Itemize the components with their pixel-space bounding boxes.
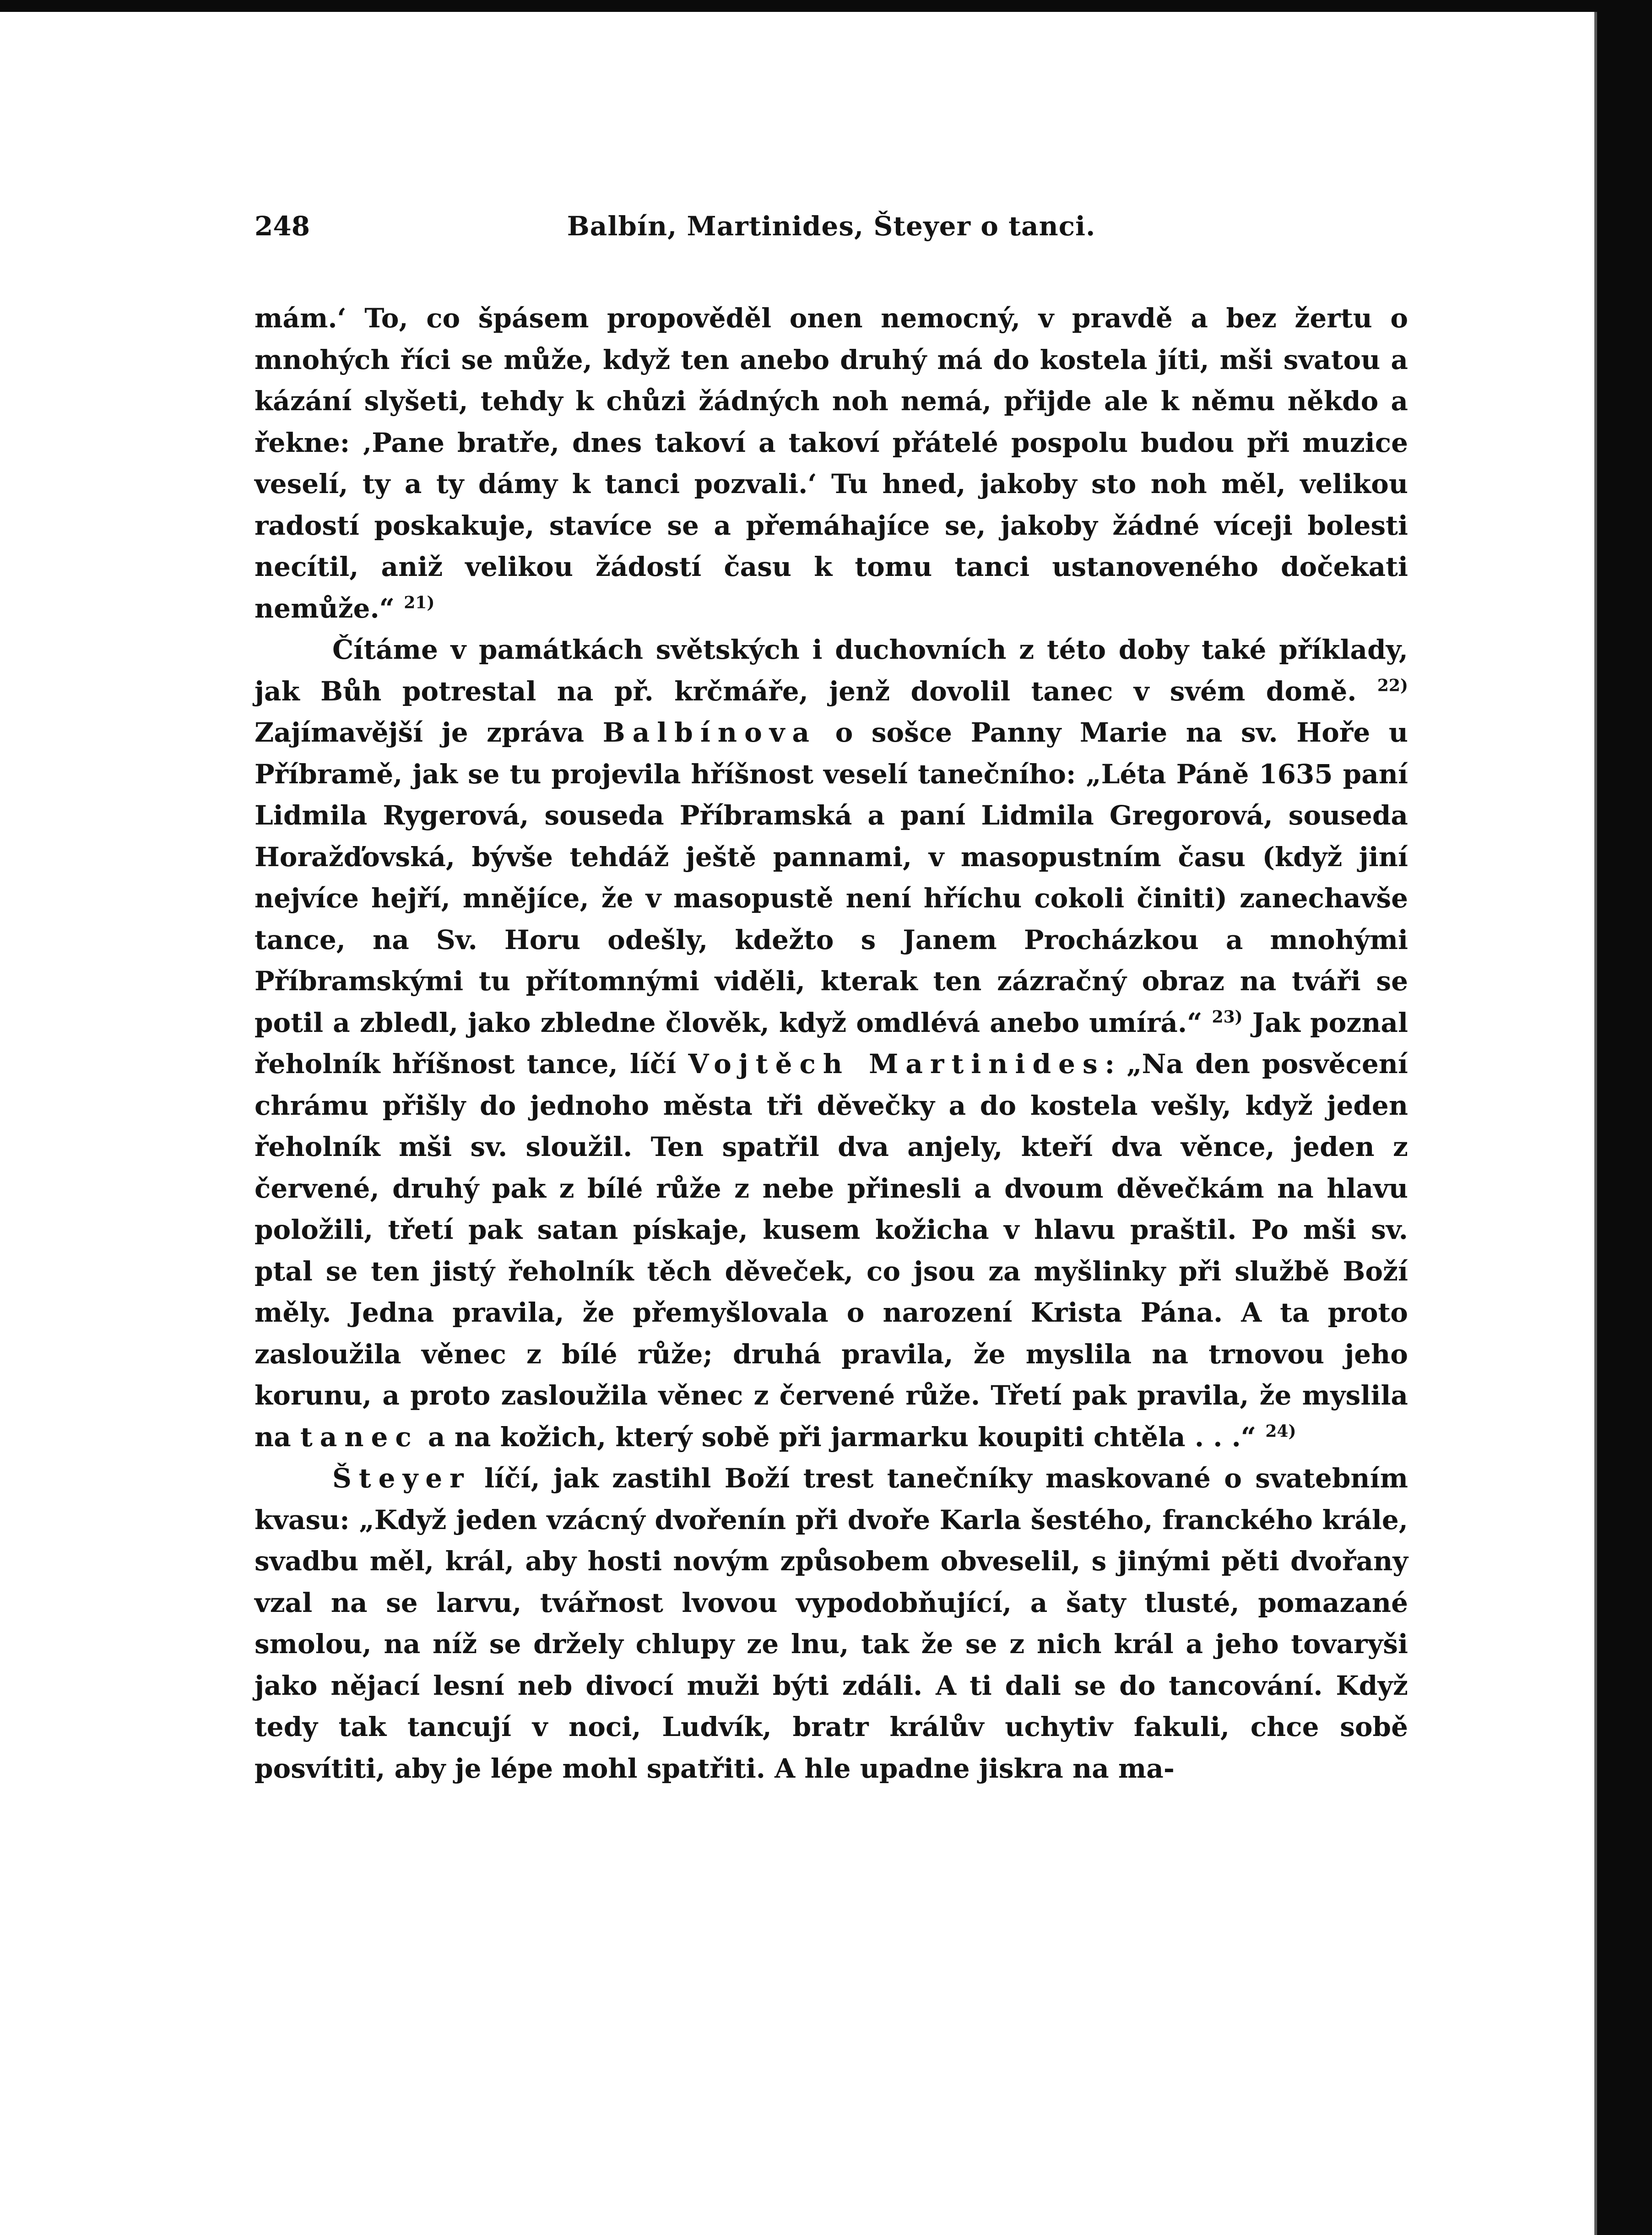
paragraph-2 <box>255 629 1408 1458</box>
body-text <box>255 298 1408 1789</box>
paragraph-2-text-1: Čítáme v památkách světských i duchovních z této doby také příklady, jak Bůh potrestal na př. krčmáře, jenž dovolil tanec v svém domě. <box>255 634 1408 707</box>
footnote-ref-23: 23) <box>1212 1007 1243 1027</box>
paragraph-2-text-3: o sošce Panny Marie na sv. Hoře u Příbramě, jak se tu projevila hříšnost veselí tanečního: „Léta Páně 1635 paní Lidmila Rygerová, souseda Příbramská a paní Lidmila Gregorová, souseda Horažďovská, bývše tehdáž ještě pannami, v masopustním času (když jiní nejvíce hejří, mnějíce, že v masopustě není hříchu cokoli činiti) zanechavše tance, na Sv. Horu odešly, kdežto s Janem Procházkou a mnohými Příbramskými tu přítomnými viděli, kterak ten zázračný obraz na tváři se potil a zbledl, jako zbledne člověk, když omdlévá anebo umírá.“ <box>255 717 1408 1038</box>
scan-border-right <box>1597 0 1652 2235</box>
footnote-ref-22: 22) <box>1377 676 1408 695</box>
footnote-ref-24: 24) <box>1265 1421 1296 1441</box>
paragraph-3 <box>255 1458 1408 1789</box>
scan-border-shadow <box>1594 12 1597 2235</box>
spaced-name-martinides: Vojtěch Martinides <box>688 1048 1105 1080</box>
paragraph-3-text: líčí, jak zastihl Boží trest tanečníky maskované o svatebním kvasu: „Když jeden vzácný dvořenín při dvoře Karla šestého, franckého krále, svadbu měl, král, aby hosti novým způsobem obveselil, s jinými pěti dvořany vzal na se larvu, tvářnost lvovou vypodobňující, a šaty tlusté, pomazané smolou, na níž se držely chlupy ze lnu, tak že se z nich král a jeho tovaryši jako nějací lesní neb divocí muži býti zdáli. A ti dali se do tancování. Když tedy tak tancují v noci, Ludvík, bratr králův uchytiv fakuli, chce sobě posvítiti, aby je lépe mohl spatřiti. A hle upadne jiskra na ma- <box>255 1463 1408 1784</box>
running-head: Balbín, Martinides, Šteyer o tanci. <box>567 211 1096 242</box>
book-page <box>255 211 1408 1789</box>
scan-border-top <box>0 0 1652 12</box>
paragraph-2-text-5: : „Na den posvěcení chrámu přišly do jednoho města tři děvečky a do kostela vešly, když jeden řeholník mši sv. sloužil. Ten spatřil dva anjely, kteří dva věnce, jeden z červené, druhý pak z bílé růže z nebe přinesli a dvoum děvečkám na hlavu položili, třetí pak satan pískaje, kusem kožicha v hlavu praštil. Po mši sv. ptal se ten jistý řeholník těch děveček, co jsou za myšlinky při službě Boží měly. Jedna pravila, že přemyšlovala o narození Krista Pána. A ta proto zasloužila věnec z bílé růže; druhá pravila, že myslila na trnovou jeho korunu, a proto zasloužila věnec z červené růže. Třetí pak pravila, že myslila na <box>255 1048 1408 1453</box>
spaced-name-steyer: Šteyer <box>332 1463 471 1494</box>
page-header <box>255 211 1408 266</box>
paragraph-1 <box>255 298 1408 629</box>
paragraph-2-text-4: Jak poznal řeholník hříšnost tance, líčí <box>255 1007 1408 1080</box>
spaced-word-tanec: tanec <box>300 1421 419 1453</box>
paragraph-2-text-6: a na kožich, který sobě při jarmarku koupiti chtěla . . .“ <box>428 1421 1257 1453</box>
paragraph-1-text: mám.‘ To, co špásem propověděl onen nemocný, v pravdě a bez žertu o mnohých říci se může, když ten anebo druhý má do kostela jíti, mši svatou a kázání slyšeti, tehdy k chůzi žádných noh nemá, přijde ale k němu někdo a řekne: ‚Pane bratře, dnes takoví a takoví přátelé pospolu budou při muzice veselí, ty a ty dámy k tanci pozvali.‘ Tu hned, jakoby sto noh měl, velikou radostí poskakuje, stavíce se a přemáhajíce se, jakoby žádné víceji bolesti necítil, aniž velikou žádostí času k tomu tanci ustanoveného dočekati nemůže.“ <box>255 303 1408 624</box>
spaced-name-balbinova: Balbínova <box>602 717 817 748</box>
paragraph-2-text-2: Zajímavější je zpráva <box>255 717 585 748</box>
page-number: 248 <box>255 211 310 242</box>
footnote-ref-21: 21) <box>404 593 435 613</box>
